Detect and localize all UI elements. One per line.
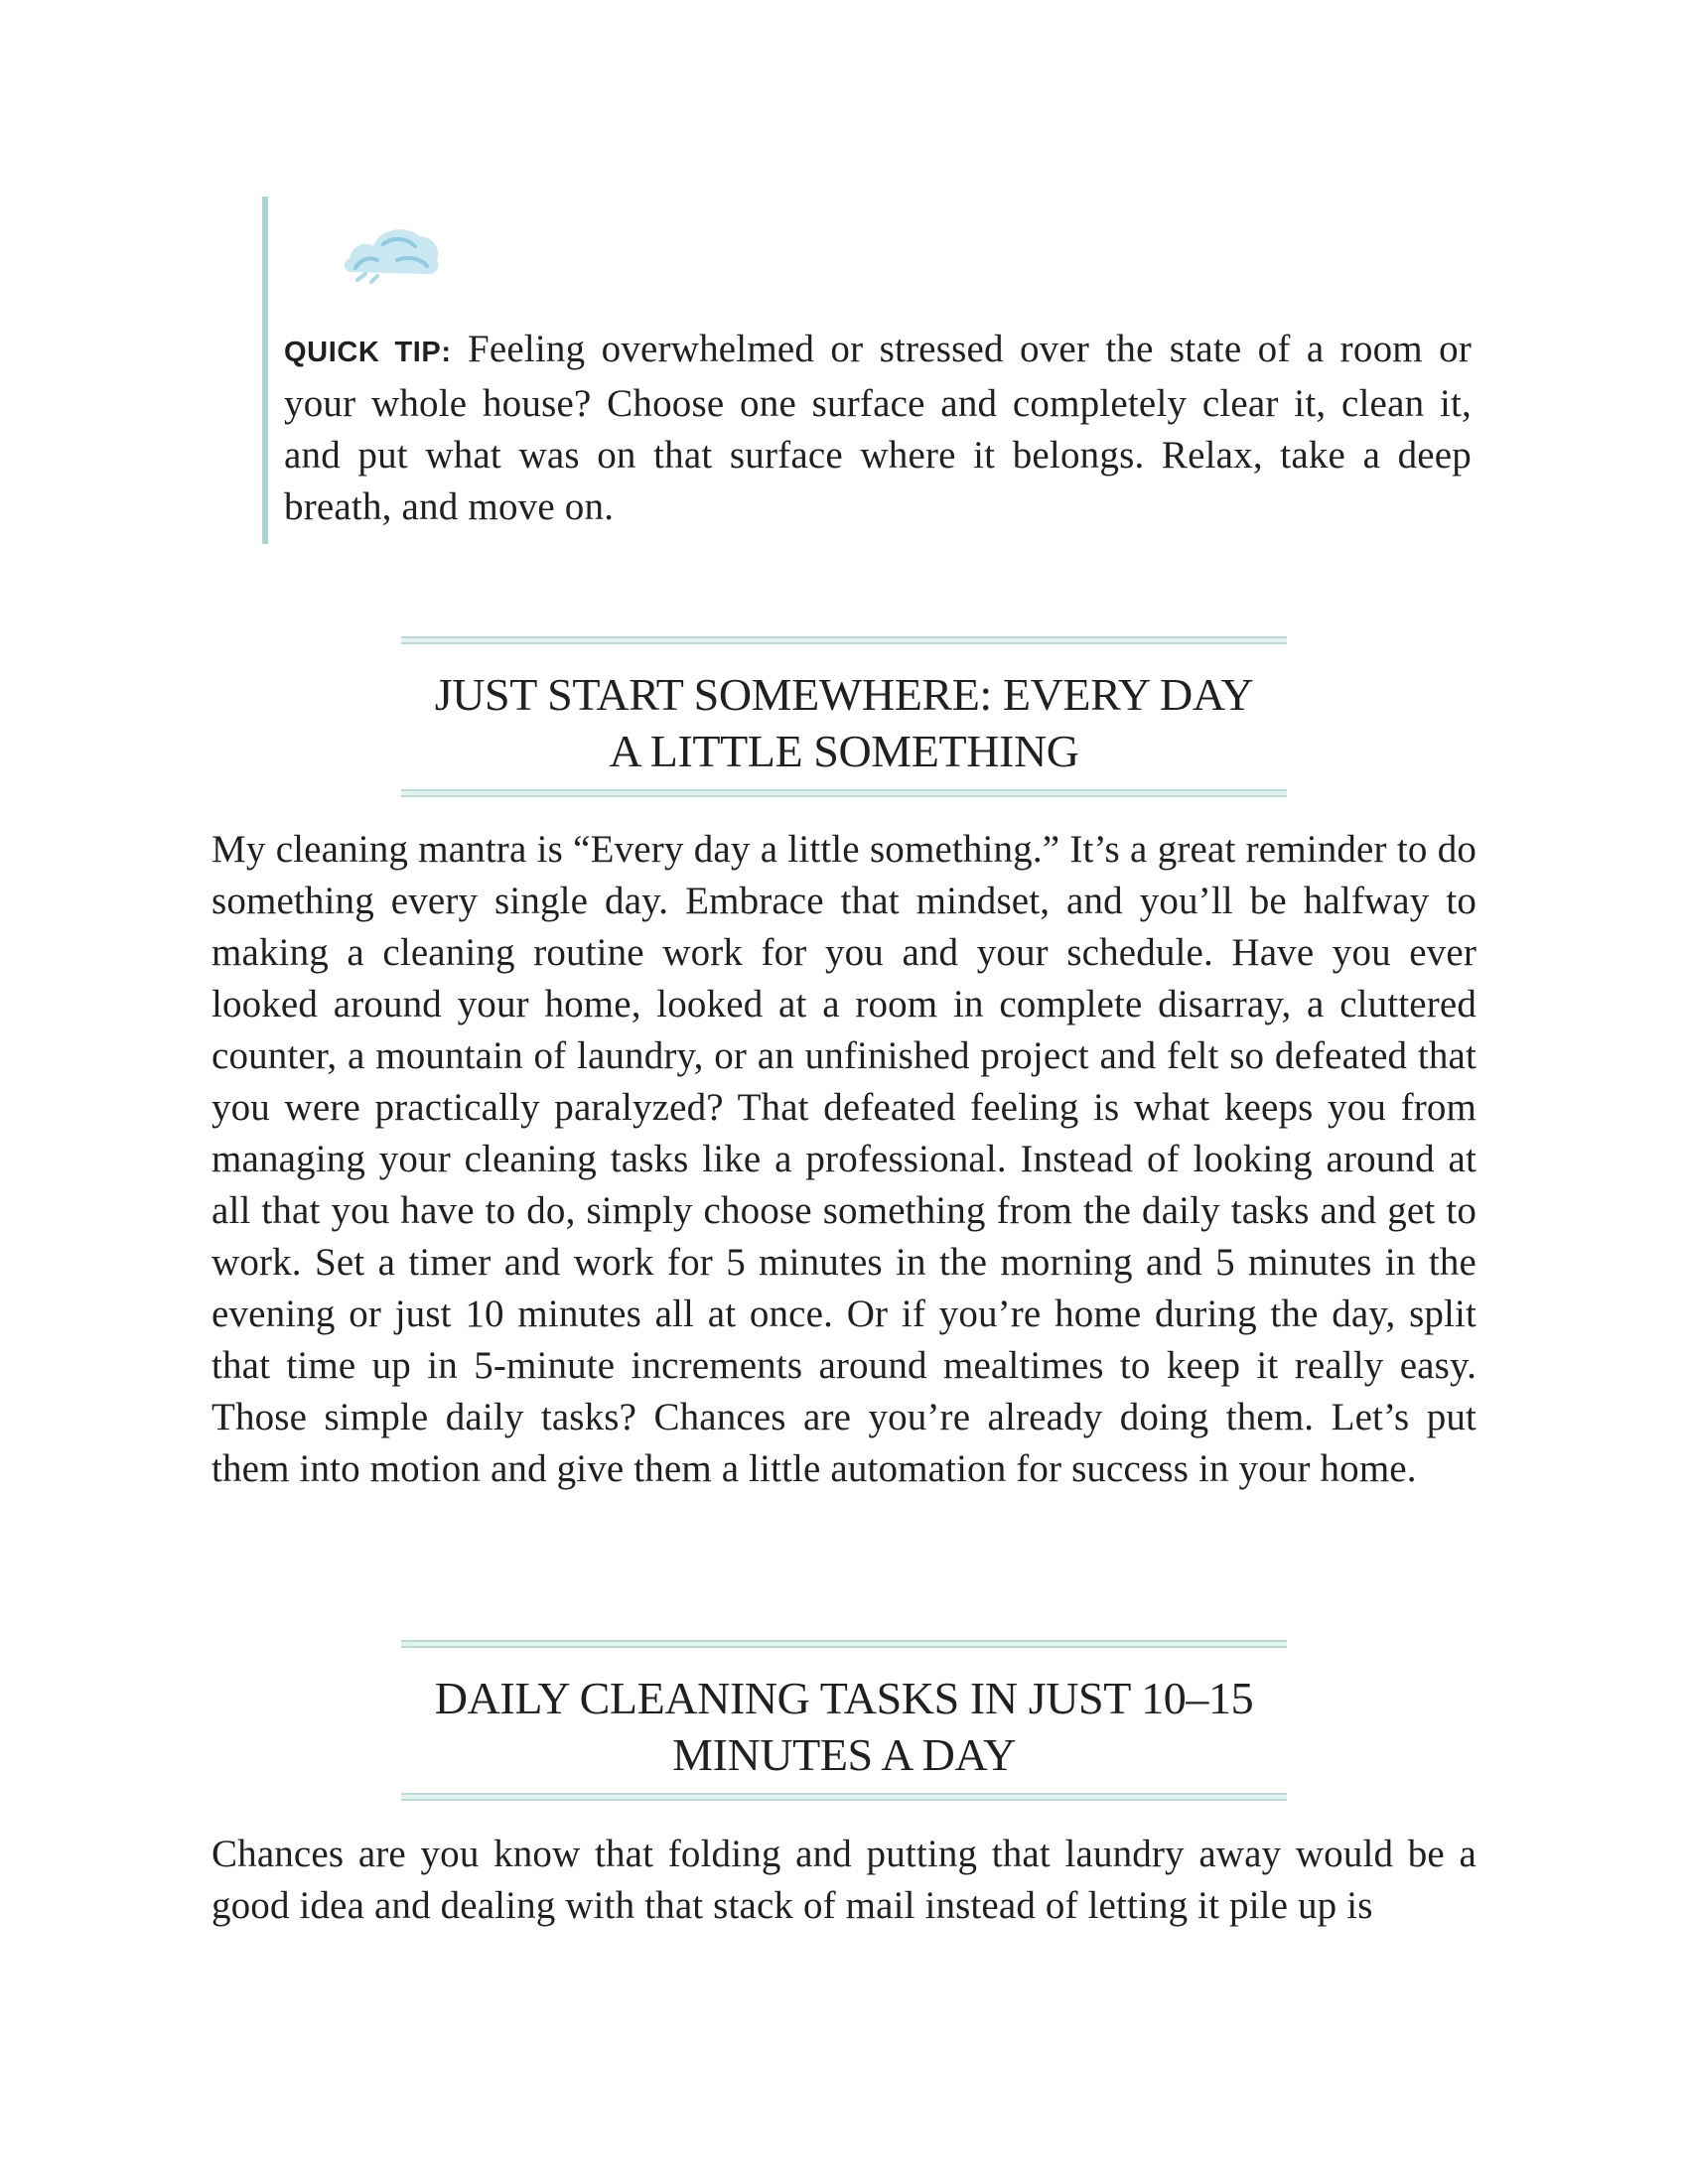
section-title-1-line-2: A LITTLE SOMETHING xyxy=(609,726,1079,776)
heading-rule-top xyxy=(401,1640,1287,1648)
section-title-2-line-2: MINUTES A DAY xyxy=(672,1729,1016,1780)
section-heading-1 xyxy=(401,636,1287,797)
section-title-2 xyxy=(401,1648,1287,1793)
quick-tip-body: Feeling overwhelmed or stressed over the state of a room or your whole house? Choose one surface and completely clear it, clean it, and put what was on that surface where it belongs. Relax, take a deep breath, and move on. xyxy=(284,328,1473,528)
quick-tip-box xyxy=(262,197,1479,544)
quick-tip-label: QUICK TIP: xyxy=(284,337,452,368)
section-title-1 xyxy=(401,644,1287,789)
section-heading-2 xyxy=(401,1640,1287,1801)
section-title-1-line-1: JUST START SOMEWHERE: EVERY DAY xyxy=(434,669,1254,720)
heading-rule-bottom xyxy=(401,789,1287,797)
cloud-icon xyxy=(338,210,447,290)
section-2-paragraph: Chances are you know that folding and putting that laundry away would be a good idea and dealing with that stack of mail instead of letting it pile up is xyxy=(211,1833,1477,1927)
section-1-paragraph: My cleaning mantra is “Every day a little something.” It’s a great reminder to do something every single day. Embrace that mindset, and you’ll be halfway to making a cleaning routine work for you and your schedule. Have you ever looked around your home, looked at a room in complete disarray, a cluttered counter, a mountain of laundry, or an unfinished project and felt so defeated that you were practically paralyzed? That defeated feeling is what keeps you from managing your cleaning tasks like a professional. Instead of looking around at all that you have to do, simply choose something from the daily tasks and get to work. Set a timer and work for 5 minutes in the morning and 5 minutes in the evening or just 10 minutes all at once. Or if you’re home during the day, split that time up in 5-minute increments around mealtimes to keep it really easy. Those simple daily tasks? Chances are you’re already doing them. Let’s put them into motion and give them a little automation for success in your home. xyxy=(211,828,1477,1490)
quick-tip-text xyxy=(284,324,1472,533)
heading-rule-top xyxy=(401,636,1287,644)
section-title-2-line-1: DAILY CLEANING TASKS IN JUST 10–15 xyxy=(434,1673,1254,1723)
heading-rule-bottom xyxy=(401,1793,1287,1801)
